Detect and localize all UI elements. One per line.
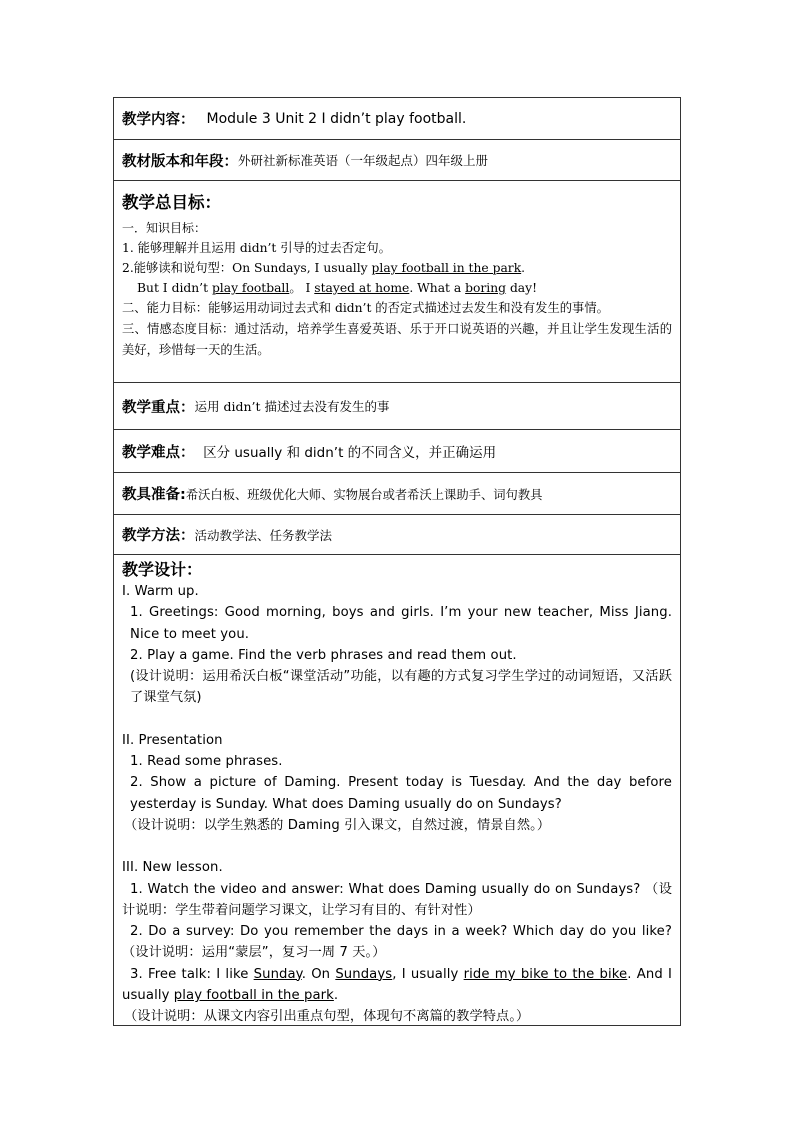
presentation-note: （设计说明：以学生熟悉的 Daming 引入课文，自然过渡，情景自然。）	[124, 817, 551, 833]
goal-2c-c: 。 I	[289, 281, 315, 295]
goal-ability: 二、能力目标：能够运用动词过去式和 didn’t 的否定式描述过去发生和没有发生的事情。	[122, 301, 609, 315]
goal-2c-d: stayed at home	[314, 281, 410, 295]
goal-item-1: 1. 能够理解并且运用 didn’t 引导的过去否定句。	[122, 241, 391, 255]
content-value: Module 3 Unit 2 I didn’t play football.	[206, 110, 467, 127]
difficulty-value: 区分 usually 和 didn’t 的不同含义，并正确运用	[194, 445, 497, 461]
row-content	[114, 98, 680, 140]
ft-e: , I usually	[392, 966, 464, 982]
goal-knowledge-heading: 一．知识目标：	[122, 221, 207, 235]
warmup-greetings: 1. Greetings: Good morning, boys and girls. I’m your new teacher, Miss Jiang. Nice to meet you.	[130, 605, 672, 642]
row-difficulty	[114, 430, 680, 473]
goal-item-2-end: .	[521, 261, 526, 275]
key-point-value: 运用 didn’t 描述过去没有发生的事	[194, 399, 390, 414]
row-design	[114, 555, 680, 1025]
methods-label: 教学方法：	[122, 528, 195, 544]
spacer-1	[122, 709, 672, 730]
goal-2c-f: boring	[465, 281, 507, 295]
goal-item-2-underline: play football in the park	[371, 261, 522, 275]
row-edition	[114, 140, 680, 181]
ft-h: play football in the park	[173, 988, 334, 1004]
warmup-note: (设计说明：运用希沃白板“课堂活动”功能，以有趣的方式复习学生学过的动词短语，又活跃了课堂气氛)	[130, 669, 672, 706]
presentation-picture: 2. Show a picture of Daming. Present today is Tuesday. And the day before yesterday is Sunday. What does Daming usually do on Sundays?	[130, 775, 672, 812]
ft-g: . And I usually	[122, 966, 672, 1004]
goal-item-2-cont	[122, 278, 672, 298]
ft-c: . On	[301, 966, 336, 982]
goals-title: 教学总目标：	[122, 193, 221, 212]
row-methods	[114, 515, 680, 555]
newlesson-freetalk	[122, 964, 672, 1007]
edition-label: 教材版本和年段：	[122, 153, 238, 170]
ft-f: ride my bike to the bike	[463, 966, 628, 982]
materials-value: 希沃白板、班级优化大师、实物展台或者希沃上课助手、词句教具	[185, 487, 543, 502]
edition-value: 外研社新标准英语（一年级起点）四年级上册	[238, 153, 489, 168]
presentation-phrases: 1. Read some phrases.	[130, 754, 283, 770]
goal-2c-e: . What a	[409, 281, 466, 295]
warmup-game: 2. Play a game. Find the verb phrases and read them out.	[130, 647, 517, 663]
ft-i: .	[333, 988, 339, 1004]
row-key-point	[114, 383, 680, 430]
methods-value: 活动教学法、任务教学法	[194, 527, 333, 543]
difficulty-label: 教学难点：	[122, 444, 195, 461]
warmup-heading: I. Warm up.	[122, 584, 199, 599]
presentation-heading: II. Presentation	[122, 732, 223, 748]
goal-item-2-text: 2.能够读和说句型：On Sundays, I usually	[122, 261, 372, 275]
key-point-label: 教学重点：	[122, 399, 195, 416]
spacer-2	[122, 836, 672, 857]
goal-attitude: 三、情感态度目标：通过活动，培养学生喜爱英语、乐于开口说英语的兴趣，并且让学生发现生活的美好，珍惜每一天的生活。	[122, 322, 672, 357]
materials-label: 教具准备:	[122, 487, 186, 503]
row-materials	[114, 473, 680, 515]
ft-b: Sunday	[253, 966, 302, 982]
newlesson-heading: III. New lesson.	[122, 860, 223, 876]
ft-d: Sundays	[335, 966, 393, 982]
newlesson-survey: 2. Do a survey: Do you remember the days in a week? Which day do you like? （设计说明：运用“蒙层”，复习一周 7 天。）	[122, 924, 672, 961]
ft-a: 3. Free talk: I like	[130, 966, 254, 982]
row-goals	[114, 181, 680, 383]
goal-item-2	[122, 258, 672, 278]
newlesson-video: 1. Watch the video and answer: What does Daming usually do on Sundays? （设计说明：学生带着问题学习课文，让学习有目的、有针对性）	[122, 881, 672, 918]
goal-2c-a: But I didn’t	[137, 281, 212, 295]
lesson-plan-table	[113, 97, 681, 1026]
newlesson-note: （设计说明：从课文内容引出重点句型，体现句不离篇的教学特点。）	[124, 1009, 530, 1025]
content-label: 教学内容：	[122, 112, 195, 128]
goal-2c-g: day!	[506, 281, 538, 295]
design-title: 教学设计：	[122, 560, 203, 579]
goal-2c-b: play football	[211, 281, 290, 295]
